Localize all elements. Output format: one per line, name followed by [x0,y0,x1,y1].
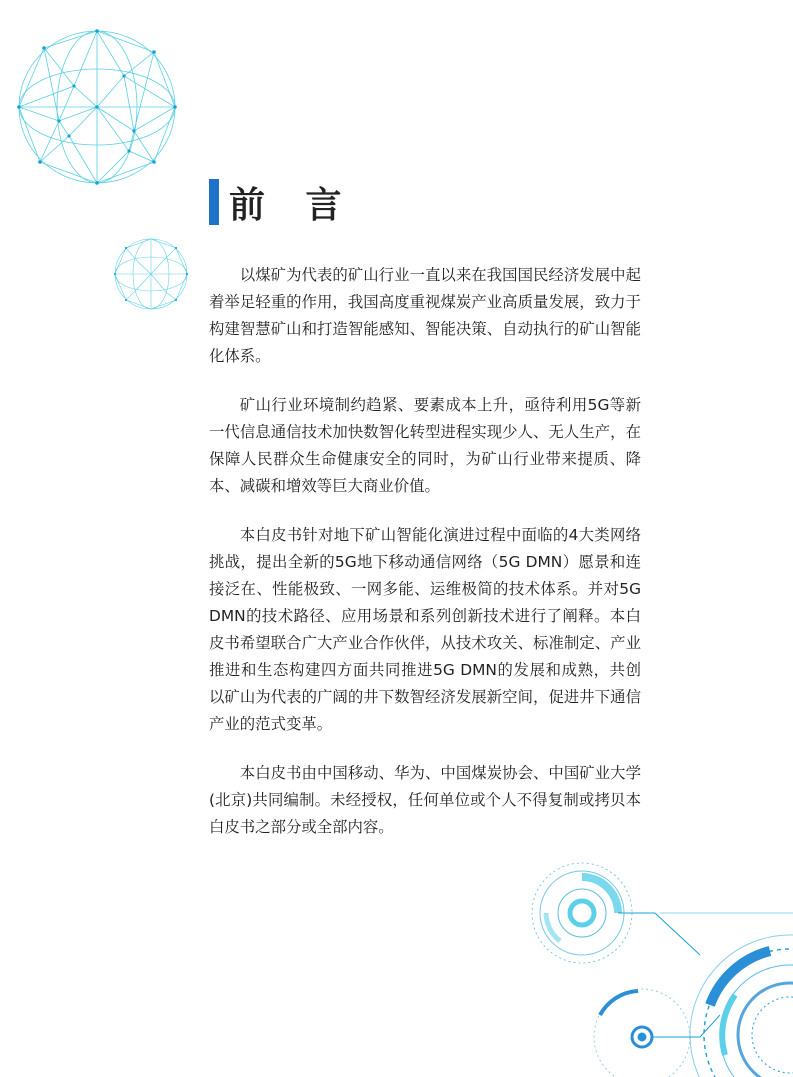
page-title: 前 言 [229,184,356,226]
paragraph-4: 本白皮书由中国移动、华为、中国煤炭协会、中国矿业大学(北京)共同编制。未经授权，任何单位或个人不得复制或拷贝本白皮书之部分或全部内容。 [209,764,641,836]
body-text [209,262,641,863]
wireframe-globe-small-icon [112,236,190,312]
wireframe-globe-large-icon [14,26,180,188]
heading-accent-bar [209,179,219,225]
paragraph-3: 本白皮书针对地下矿山智能化演进过程中面临的4大类网络挑战，提出全新的5G地下移动通信网络（5G DMN）愿景和连接泛在、性能极致、一网多能、运维极简的技术体系。并对5G DMN的技术路径、应用场景和系列创新技术进行了阐释。本白皮书希望联合广大产业合作伙伴，从技术攻关、标准制定、产业推进和生态构建四方面共同推进5G DMN的发展和成熟，共创以矿山为代表的广阔的井下数智经济发展新空间，促进井下通信产业的范式变革。 [209,526,641,733]
tech-circles-icon [520,855,793,1077]
section-heading [209,178,356,226]
paragraph-1: 以煤矿为代表的矿山行业一直以来在我国国民经济发展中起着举足轻重的作用，我国高度重视煤炭产业高质量发展，致力于构建智慧矿山和打造智能感知、智能决策、自动执行的矿山智能化体系。 [209,266,641,365]
paragraph-2: 矿山行业环境制约趋紧、要素成本上升，亟待利用5G等新一代信息通信技术加快数智化转型进程实现少人、无人生产，在保障人民群众生命健康安全的同时，为矿山行业带来提质、降本、减碳和增效等巨大商业价值。 [209,396,641,495]
